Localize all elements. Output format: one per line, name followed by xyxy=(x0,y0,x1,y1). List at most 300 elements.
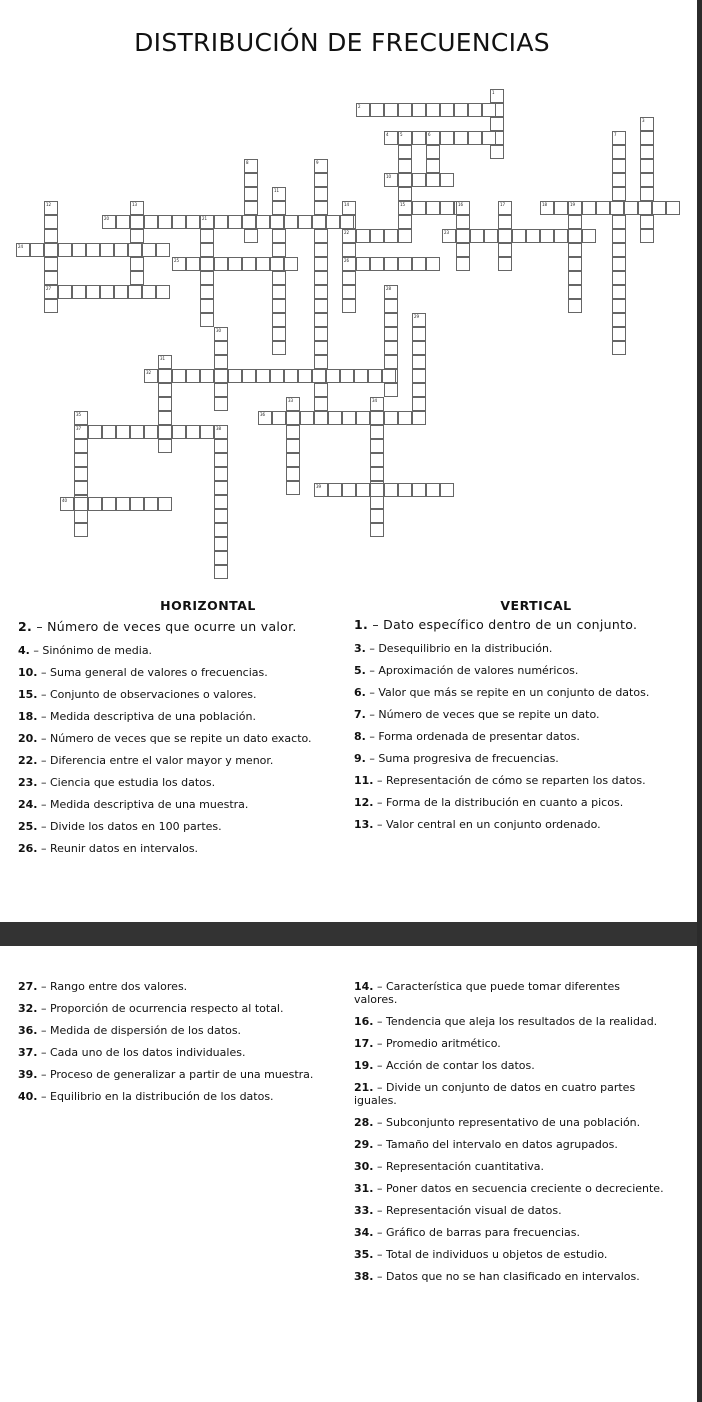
grid-cell[interactable] xyxy=(596,201,610,215)
grid-cell[interactable] xyxy=(30,243,44,257)
grid-cell[interactable] xyxy=(44,215,58,229)
grid-cell[interactable] xyxy=(326,215,340,229)
grid-cell[interactable] xyxy=(554,201,568,215)
grid-cell[interactable] xyxy=(582,229,596,243)
grid-cell[interactable] xyxy=(130,215,144,229)
grid-cell[interactable] xyxy=(354,369,368,383)
grid-cell[interactable] xyxy=(370,229,384,243)
grid-cell[interactable] xyxy=(58,285,72,299)
grid-cell[interactable] xyxy=(412,257,426,271)
grid-cell[interactable] xyxy=(186,369,200,383)
grid-cell[interactable] xyxy=(342,285,356,299)
grid-cell[interactable] xyxy=(398,229,412,243)
grid-cell[interactable] xyxy=(612,243,626,257)
grid-cell[interactable] xyxy=(200,369,214,383)
grid-cell[interactable] xyxy=(398,257,412,271)
grid-cell[interactable] xyxy=(568,257,582,271)
grid-cell[interactable] xyxy=(612,215,626,229)
clue-item xyxy=(18,842,323,855)
grid-cell[interactable] xyxy=(398,187,412,201)
grid-cell[interactable] xyxy=(512,229,526,243)
grid-cell[interactable] xyxy=(286,425,300,439)
grid-cell[interactable] xyxy=(412,327,426,341)
grid-cell[interactable] xyxy=(526,229,540,243)
grid-cell[interactable] xyxy=(200,313,214,327)
grid-cell[interactable] xyxy=(370,509,384,523)
grid-cell[interactable] xyxy=(256,369,270,383)
grid-cell[interactable] xyxy=(612,159,626,173)
grid-cell[interactable] xyxy=(640,145,654,159)
grid-cell[interactable] xyxy=(568,271,582,285)
grid-cell[interactable] xyxy=(286,481,300,495)
grid-cell[interactable] xyxy=(314,355,328,369)
grid-cell[interactable] xyxy=(114,285,128,299)
clue-text: – Característica que puede tomar diferentes valores. xyxy=(354,980,620,1006)
clue-item xyxy=(18,1090,328,1103)
grid-cell[interactable] xyxy=(468,131,482,145)
grid-cell[interactable] xyxy=(242,257,256,271)
grid-cell[interactable] xyxy=(172,425,186,439)
grid-cell[interactable] xyxy=(312,369,326,383)
grid-cell[interactable] xyxy=(158,383,172,397)
grid-cell[interactable] xyxy=(158,497,172,511)
grid-cell[interactable] xyxy=(214,383,228,397)
grid-cell[interactable] xyxy=(370,495,384,509)
clue-item xyxy=(354,1059,666,1072)
clue-number: 16. xyxy=(354,1015,374,1028)
grid-cell[interactable] xyxy=(568,285,582,299)
grid-cell[interactable] xyxy=(102,425,116,439)
grid-cell[interactable] xyxy=(200,271,214,285)
grid-cell[interactable] xyxy=(200,257,214,271)
grid-cell[interactable] xyxy=(412,383,426,397)
grid-cell[interactable] xyxy=(440,103,454,117)
grid-cell[interactable] xyxy=(398,103,412,117)
grid-cell[interactable] xyxy=(214,215,228,229)
grid-cell[interactable] xyxy=(314,411,328,425)
grid-cell[interactable] xyxy=(272,299,286,313)
grid-cell[interactable] xyxy=(130,229,144,243)
grid-cell[interactable] xyxy=(490,145,504,159)
grid-cell[interactable] xyxy=(158,439,172,453)
grid-cell[interactable] xyxy=(142,285,156,299)
grid-cell[interactable] xyxy=(74,523,88,537)
grid-cell[interactable] xyxy=(356,229,370,243)
grid-cell[interactable] xyxy=(368,369,382,383)
grid-cell[interactable] xyxy=(74,509,88,523)
grid-cell[interactable] xyxy=(456,257,470,271)
grid-cell[interactable] xyxy=(72,285,86,299)
grid-cell[interactable] xyxy=(440,483,454,497)
grid-cell[interactable] xyxy=(244,187,258,201)
grid-cell[interactable] xyxy=(242,215,256,229)
grid-cell[interactable] xyxy=(498,215,512,229)
grid-cell[interactable] xyxy=(214,369,228,383)
clue-item xyxy=(18,776,323,789)
grid-cell[interactable] xyxy=(328,411,342,425)
grid-cell[interactable] xyxy=(116,425,130,439)
clue-number: 29. xyxy=(354,1138,374,1151)
grid-cell[interactable] xyxy=(272,313,286,327)
grid-cell[interactable] xyxy=(244,201,258,215)
grid-cell[interactable] xyxy=(412,103,426,117)
grid-cell[interactable] xyxy=(340,369,354,383)
grid-cell[interactable] xyxy=(412,201,426,215)
grid-cell[interactable] xyxy=(214,453,228,467)
grid-cell[interactable] xyxy=(666,201,680,215)
grid-cell[interactable] xyxy=(426,257,440,271)
grid-cell[interactable] xyxy=(114,243,128,257)
grid-cell[interactable] xyxy=(142,243,156,257)
grid-cell[interactable] xyxy=(498,243,512,257)
grid-cell[interactable] xyxy=(298,369,312,383)
grid-cell[interactable] xyxy=(286,411,300,425)
grid-cell[interactable] xyxy=(272,201,286,215)
grid-cell[interactable] xyxy=(270,257,284,271)
grid-cell[interactable] xyxy=(468,103,482,117)
grid-cell[interactable] xyxy=(314,397,328,411)
grid-cell[interactable] xyxy=(540,229,554,243)
grid-cell[interactable] xyxy=(568,243,582,257)
grid-cell[interactable] xyxy=(454,103,468,117)
grid-cell[interactable] xyxy=(412,131,426,145)
grid-cell[interactable] xyxy=(398,215,412,229)
grid-cell[interactable] xyxy=(398,411,412,425)
grid-cell[interactable] xyxy=(214,565,228,579)
grid-cell[interactable] xyxy=(612,257,626,271)
grid-cell[interactable] xyxy=(74,497,88,511)
grid-cell[interactable] xyxy=(130,425,144,439)
grid-cell[interactable] xyxy=(370,411,384,425)
grid-cell[interactable] xyxy=(612,229,626,243)
grid-cell[interactable] xyxy=(214,439,228,453)
grid-cell[interactable] xyxy=(284,215,298,229)
grid-cell[interactable] xyxy=(340,215,354,229)
grid-cell[interactable] xyxy=(214,523,228,537)
grid-cell[interactable] xyxy=(384,257,398,271)
clue-number: 2. xyxy=(18,619,33,634)
grid-cell[interactable] xyxy=(128,285,142,299)
grid-cell[interactable] xyxy=(74,481,88,495)
grid-cell[interactable] xyxy=(612,285,626,299)
grid-cell[interactable] xyxy=(384,229,398,243)
grid-cell[interactable] xyxy=(44,257,58,271)
grid-cell[interactable] xyxy=(456,229,470,243)
grid-cell[interactable] xyxy=(156,285,170,299)
grid-cell[interactable] xyxy=(116,215,130,229)
grid-cell[interactable] xyxy=(314,327,328,341)
grid-cell[interactable] xyxy=(342,243,356,257)
grid-cell[interactable] xyxy=(384,103,398,117)
grid-cell[interactable] xyxy=(314,187,328,201)
grid-cell[interactable] xyxy=(370,523,384,537)
grid-cell[interactable] xyxy=(44,243,58,257)
grid-cell[interactable] xyxy=(270,215,284,229)
grid-cell[interactable] xyxy=(44,271,58,285)
grid-cell[interactable] xyxy=(158,397,172,411)
grid-cell[interactable] xyxy=(272,243,286,257)
grid-cell[interactable] xyxy=(214,341,228,355)
grid-cell[interactable] xyxy=(272,285,286,299)
grid-cell[interactable] xyxy=(384,299,398,313)
grid-cell[interactable] xyxy=(86,285,100,299)
grid-cell[interactable] xyxy=(398,173,412,187)
grid-cell[interactable] xyxy=(412,341,426,355)
grid-cell[interactable] xyxy=(214,467,228,481)
grid-cell[interactable] xyxy=(612,341,626,355)
grid-cell[interactable] xyxy=(286,467,300,481)
grid-cell[interactable] xyxy=(612,327,626,341)
grid-cell[interactable] xyxy=(298,215,312,229)
grid-cell[interactable] xyxy=(314,201,328,215)
grid-cell[interactable] xyxy=(100,285,114,299)
grid-cell[interactable] xyxy=(130,257,144,271)
grid-cell[interactable] xyxy=(228,257,242,271)
grid-cell[interactable] xyxy=(88,425,102,439)
clue-item xyxy=(18,820,323,833)
clue-number-label: 30 xyxy=(216,328,222,333)
grid-cell[interactable] xyxy=(272,341,286,355)
grid-cell[interactable] xyxy=(74,453,88,467)
grid-cell[interactable] xyxy=(370,425,384,439)
grid-cell[interactable] xyxy=(172,369,186,383)
grid-cell[interactable] xyxy=(640,215,654,229)
grid-cell[interactable] xyxy=(612,271,626,285)
grid-cell[interactable] xyxy=(640,187,654,201)
grid-cell[interactable] xyxy=(286,453,300,467)
grid-cell[interactable] xyxy=(314,229,328,243)
clue-number: 12. xyxy=(354,796,374,809)
grid-cell[interactable] xyxy=(284,369,298,383)
clue-text: – Representación de cómo se reparten los datos. xyxy=(377,774,646,787)
grid-cell[interactable] xyxy=(200,243,214,257)
grid-cell[interactable] xyxy=(242,369,256,383)
grid-cell[interactable] xyxy=(370,103,384,117)
grid-cell[interactable] xyxy=(284,257,298,271)
grid-cell[interactable] xyxy=(272,411,286,425)
grid-cell[interactable] xyxy=(272,271,286,285)
grid-cell[interactable] xyxy=(356,483,370,497)
grid-cell[interactable] xyxy=(214,551,228,565)
clue-number-label: 21 xyxy=(202,216,208,221)
grid-cell[interactable] xyxy=(384,411,398,425)
grid-cell[interactable] xyxy=(640,229,654,243)
grid-cell[interactable] xyxy=(482,131,496,145)
grid-cell[interactable] xyxy=(612,299,626,313)
grid-cell[interactable] xyxy=(228,369,242,383)
grid-cell[interactable] xyxy=(144,215,158,229)
grid-cell[interactable] xyxy=(272,229,286,243)
grid-cell[interactable] xyxy=(384,313,398,327)
grid-cell[interactable] xyxy=(256,257,270,271)
grid-cell[interactable] xyxy=(102,497,116,511)
grid-cell[interactable] xyxy=(214,397,228,411)
grid-cell[interactable] xyxy=(612,173,626,187)
grid-cell[interactable] xyxy=(456,215,470,229)
grid-cell[interactable] xyxy=(214,355,228,369)
grid-cell[interactable] xyxy=(398,159,412,173)
grid-cell[interactable] xyxy=(244,229,258,243)
grid-cell[interactable] xyxy=(314,285,328,299)
grid-cell[interactable] xyxy=(370,483,384,497)
grid-cell[interactable] xyxy=(638,201,652,215)
grid-cell[interactable] xyxy=(328,483,342,497)
grid-cell[interactable] xyxy=(342,271,356,285)
grid-cell[interactable] xyxy=(426,145,440,159)
clue-number: 31. xyxy=(354,1182,374,1195)
clue-number-label: 10 xyxy=(386,174,392,179)
grid-cell[interactable] xyxy=(214,257,228,271)
grid-cell[interactable] xyxy=(342,299,356,313)
grid-cell[interactable] xyxy=(244,173,258,187)
grid-cell[interactable] xyxy=(440,131,454,145)
grid-cell[interactable] xyxy=(172,215,186,229)
grid-cell[interactable] xyxy=(454,131,468,145)
grid-cell[interactable] xyxy=(412,411,426,425)
grid-cell[interactable] xyxy=(144,497,158,511)
grid-cell[interactable] xyxy=(270,369,284,383)
grid-cell[interactable] xyxy=(482,103,496,117)
grid-cell[interactable] xyxy=(130,271,144,285)
grid-cell[interactable] xyxy=(314,257,328,271)
grid-cell[interactable] xyxy=(490,117,504,131)
grid-cell[interactable] xyxy=(342,483,356,497)
grid-cell[interactable] xyxy=(272,327,286,341)
grid-cell[interactable] xyxy=(612,313,626,327)
grid-cell[interactable] xyxy=(326,369,340,383)
grid-cell[interactable] xyxy=(314,383,328,397)
grid-cell[interactable] xyxy=(156,243,170,257)
grid-cell[interactable] xyxy=(100,243,114,257)
grid-cell[interactable] xyxy=(582,201,596,215)
grid-cell[interactable] xyxy=(314,299,328,313)
grid-cell[interactable] xyxy=(382,369,396,383)
grid-cell[interactable] xyxy=(44,299,58,313)
grid-cell[interactable] xyxy=(426,201,440,215)
grid-cell[interactable] xyxy=(256,215,270,229)
grid-cell[interactable] xyxy=(130,497,144,511)
grid-cell[interactable] xyxy=(158,215,172,229)
grid-cell[interactable] xyxy=(384,383,398,397)
clue-text: – Representación visual de datos. xyxy=(377,1204,562,1217)
grid-cell[interactable] xyxy=(498,257,512,271)
grid-cell[interactable] xyxy=(186,425,200,439)
grid-cell[interactable] xyxy=(640,131,654,145)
grid-cell[interactable] xyxy=(314,243,328,257)
grid-cell[interactable] xyxy=(200,285,214,299)
grid-cell[interactable] xyxy=(214,495,228,509)
grid-cell[interactable] xyxy=(200,425,214,439)
grid-cell[interactable] xyxy=(426,173,440,187)
grid-cell[interactable] xyxy=(568,299,582,313)
grid-cell[interactable] xyxy=(74,439,88,453)
grid-cell[interactable] xyxy=(456,243,470,257)
grid-cell[interactable] xyxy=(356,411,370,425)
clue-number-label: 34 xyxy=(372,398,378,403)
grid-cell[interactable] xyxy=(356,257,370,271)
grid-cell[interactable] xyxy=(612,187,626,201)
grid-cell[interactable] xyxy=(144,425,158,439)
grid-cell[interactable] xyxy=(440,201,454,215)
grid-cell[interactable] xyxy=(314,341,328,355)
grid-cell[interactable] xyxy=(286,439,300,453)
grid-cell[interactable] xyxy=(384,341,398,355)
grid-cell[interactable] xyxy=(412,173,426,187)
grid-cell[interactable] xyxy=(342,411,356,425)
grid-cell[interactable] xyxy=(440,173,454,187)
grid-cell[interactable] xyxy=(412,483,426,497)
grid-cell[interactable] xyxy=(72,243,86,257)
grid-cell[interactable] xyxy=(158,411,172,425)
grid-cell[interactable] xyxy=(426,159,440,173)
grid-cell[interactable] xyxy=(214,481,228,495)
grid-cell[interactable] xyxy=(610,201,624,215)
grid-cell[interactable] xyxy=(300,411,314,425)
grid-cell[interactable] xyxy=(426,483,440,497)
grid-cell[interactable] xyxy=(86,243,100,257)
clue-number-label: 24 xyxy=(18,244,24,249)
grid-cell[interactable] xyxy=(398,145,412,159)
grid-cell[interactable] xyxy=(412,369,426,383)
grid-cell[interactable] xyxy=(44,229,58,243)
grid-cell[interactable] xyxy=(412,355,426,369)
grid-cell[interactable] xyxy=(568,215,582,229)
grid-cell[interactable] xyxy=(314,271,328,285)
grid-cell[interactable] xyxy=(200,229,214,243)
grid-cell[interactable] xyxy=(470,229,484,243)
grid-cell[interactable] xyxy=(158,369,172,383)
grid-cell[interactable] xyxy=(186,215,200,229)
grid-cell[interactable] xyxy=(314,173,328,187)
grid-cell[interactable] xyxy=(158,425,172,439)
grid-cell[interactable] xyxy=(214,537,228,551)
clue-text: – Cada uno de los datos individuales. xyxy=(41,1046,246,1059)
grid-cell[interactable] xyxy=(652,201,666,215)
grid-cell[interactable] xyxy=(370,467,384,481)
grid-cell[interactable] xyxy=(426,103,440,117)
grid-cell[interactable] xyxy=(554,229,568,243)
grid-cell[interactable] xyxy=(58,243,72,257)
grid-cell[interactable] xyxy=(128,243,142,257)
grid-cell[interactable] xyxy=(384,327,398,341)
grid-cell[interactable] xyxy=(612,145,626,159)
grid-cell[interactable] xyxy=(370,257,384,271)
grid-cell[interactable] xyxy=(498,229,512,243)
grid-cell[interactable] xyxy=(314,313,328,327)
grid-cell[interactable] xyxy=(214,509,228,523)
grid-cell[interactable] xyxy=(200,299,214,313)
grid-cell[interactable] xyxy=(228,215,242,229)
grid-cell[interactable] xyxy=(484,229,498,243)
grid-cell[interactable] xyxy=(88,497,102,511)
grid-cell[interactable] xyxy=(640,173,654,187)
grid-cell[interactable] xyxy=(74,467,88,481)
grid-cell[interactable] xyxy=(370,439,384,453)
grid-cell[interactable] xyxy=(186,257,200,271)
grid-cell[interactable] xyxy=(412,397,426,411)
grid-cell[interactable] xyxy=(568,229,582,243)
grid-cell[interactable] xyxy=(398,483,412,497)
grid-cell[interactable] xyxy=(384,483,398,497)
grid-cell[interactable] xyxy=(370,453,384,467)
grid-cell[interactable] xyxy=(384,355,398,369)
grid-cell[interactable] xyxy=(640,159,654,173)
grid-cell[interactable] xyxy=(312,215,326,229)
grid-cell[interactable] xyxy=(116,497,130,511)
clue-text: – Sinónimo de media. xyxy=(33,644,153,657)
grid-cell[interactable] xyxy=(624,201,638,215)
clue-number-label: 27 xyxy=(46,286,52,291)
